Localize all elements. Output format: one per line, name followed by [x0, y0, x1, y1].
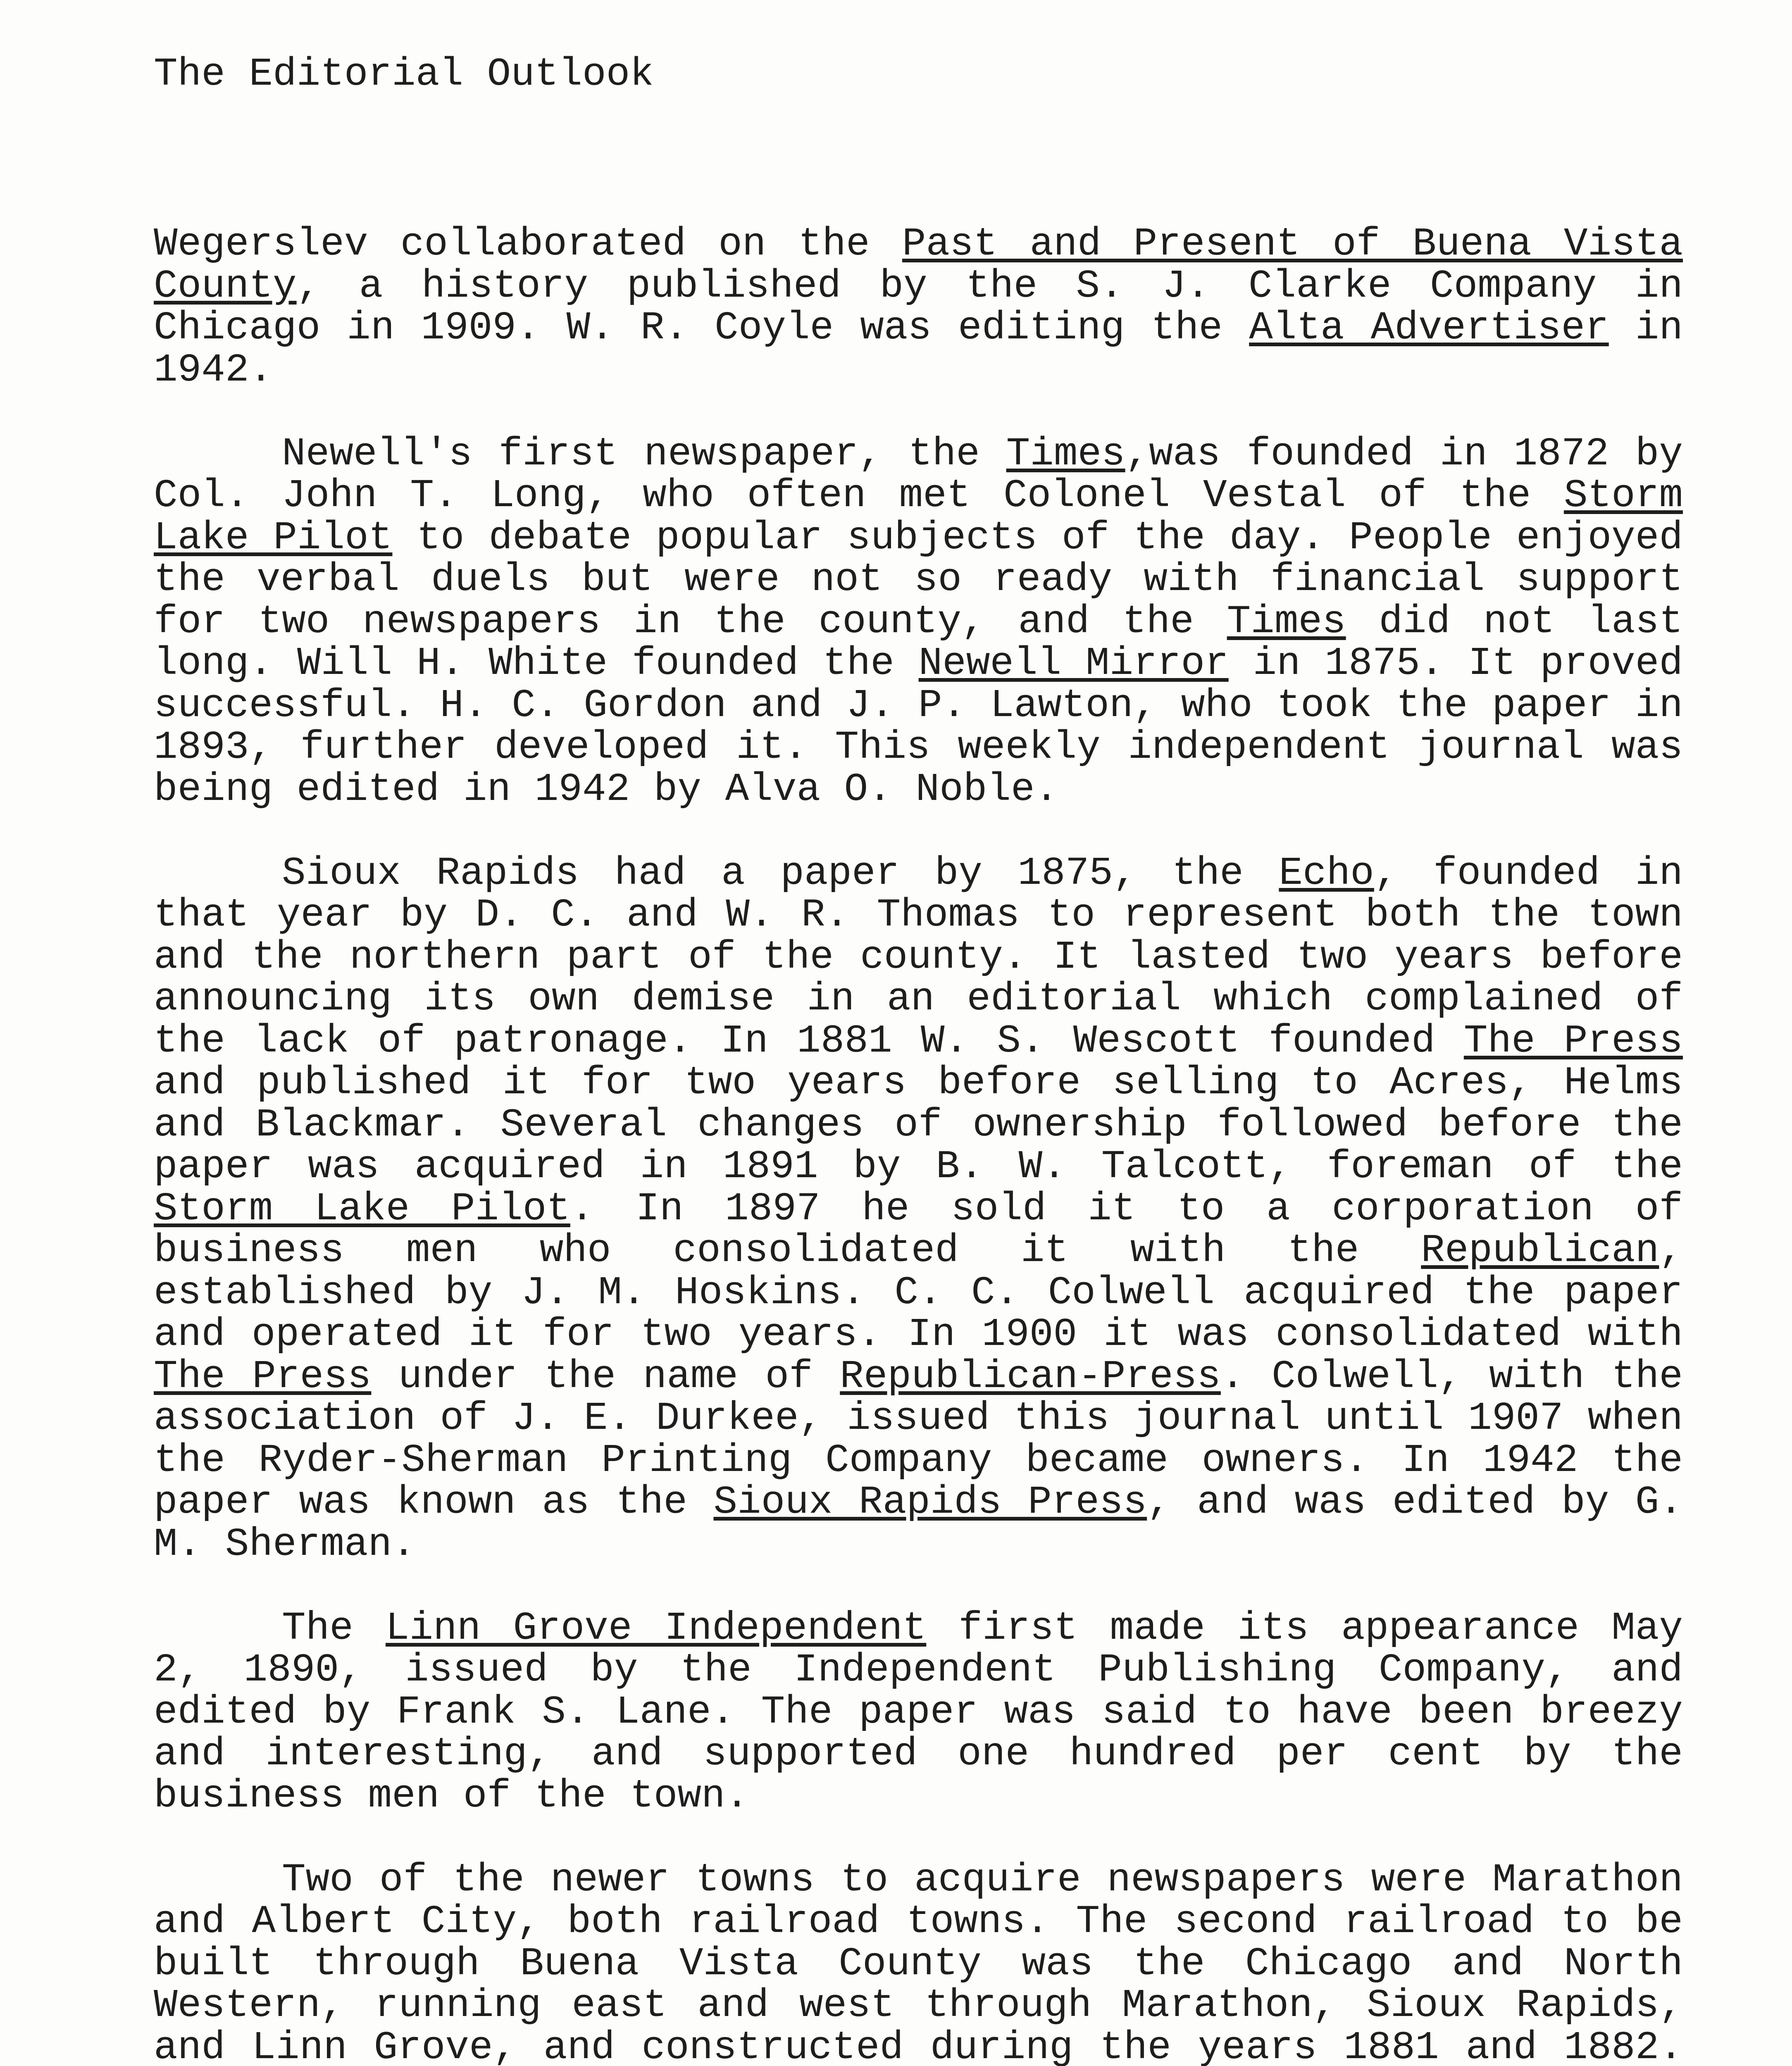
text-run: , a history published by the S. J. Clarke Company in Chicago in 1909. W. R. Coyle was editing the — [154, 263, 1683, 350]
paragraph — [154, 852, 1683, 1566]
text-run: ,was founded in 1872 by Col. John T. Long, who often met Colonel Vestal of the — [154, 431, 1683, 518]
underlined-title: Times — [1006, 431, 1125, 476]
paragraph — [154, 433, 1683, 811]
underlined-title: Alta Advertiser — [1249, 305, 1609, 350]
text-run: and published it for two years before selling to Acres, Helms and Blackmar. Several changes of ownership followed before the paper was acquired in 1891 by B. W. Talcott, foreman of the — [154, 1060, 1683, 1189]
text-run: in 1942. — [154, 305, 1683, 393]
text-run: first made its appearance May 2, 1890, issued by the Independent Publishing Company, and edited by Frank S. Lane. The paper was said to have been breezy and interesting, and supported one hundred per cent by the business men of the town. — [154, 1605, 1683, 1818]
text-run: Sioux Rapids had a paper by 1875, the — [282, 850, 1279, 896]
text-run: Wegerslev collaborated on the — [154, 221, 902, 267]
text-run: did not last long. Will H. White founded the — [154, 599, 1683, 686]
text-run: The — [282, 1605, 386, 1651]
text-run: . Colwell, with the association of J. E. Durkee, issued this journal until 1907 when the Ryder-Sherman Printing Company became owners. In 1942 the paper was known as the — [154, 1354, 1683, 1525]
text-run: to debate popular subjects of the day. People enjoyed the verbal duels but were not so ready with financial support for two newspapers in the county, and the — [154, 515, 1683, 644]
underlined-title: The Press — [154, 1354, 372, 1399]
paragraph — [154, 223, 1683, 391]
text-run: . In 1897 he sold it to a corporation of business men who consolidated it with the — [154, 1186, 1683, 1273]
underlined-title: Republican — [1421, 1228, 1659, 1273]
text-run: in 1875. It proved successful. H. C. Gordon and J. P. Lawton, who took the paper in 1893, further developed it. This weekly independent journal was being edited in 1942 by Alva O. Noble. — [154, 641, 1683, 812]
running-header: The Editorial Outlook — [154, 52, 654, 97]
underlined-title: Sioux Rapids Press — [713, 1480, 1147, 1525]
underlined-title: The Press — [1463, 1018, 1683, 1064]
underlined-title: Newell Mirror — [918, 641, 1229, 686]
underlined-title: Echo — [1279, 850, 1374, 896]
underlined-title: Storm Lake Pilot — [154, 1186, 570, 1231]
body-text — [154, 223, 1683, 2066]
text-run: Newell's first newspaper, the — [282, 431, 1006, 476]
underlined-title: Linn Grove Independent — [385, 1605, 927, 1651]
text-run: , and was edited by G. M. Sherman. — [154, 1480, 1683, 1567]
paragraph — [154, 1859, 1683, 2066]
paragraph — [154, 1607, 1683, 1817]
text-run: , founded in that year by D. C. and W. R. Thomas to represent both the town and the northern part of the county. It lasted two years before announcing its own demise in an editorial which complained of the lack of patronage. In 1881 W. S. Wescott founded — [154, 850, 1683, 1064]
text-run: under the name of — [371, 1354, 840, 1399]
underlined-title: Past and Present of Buena Vista County — [154, 221, 1683, 309]
text-run: , established by J. M. Hoskins. C. C. Colwell acquired the paper and operated it for two years. In 1900 it was consolidated with — [154, 1228, 1683, 1357]
underlined-title: Storm Lake Pilot — [154, 473, 1683, 560]
text-run: Two of the newer towns to acquire newspapers were Marathon and Albert City, both railroad towns. The second railroad to be built through Buena Vista County was the Chicago and North Western, running east and west through Marathon, Sioux Rapids, and Linn Grove, and constructed during the years 1881 and 1882. — [154, 1857, 1683, 2066]
underlined-title: Times — [1227, 599, 1346, 644]
underlined-title: Republican-Press — [840, 1354, 1221, 1399]
